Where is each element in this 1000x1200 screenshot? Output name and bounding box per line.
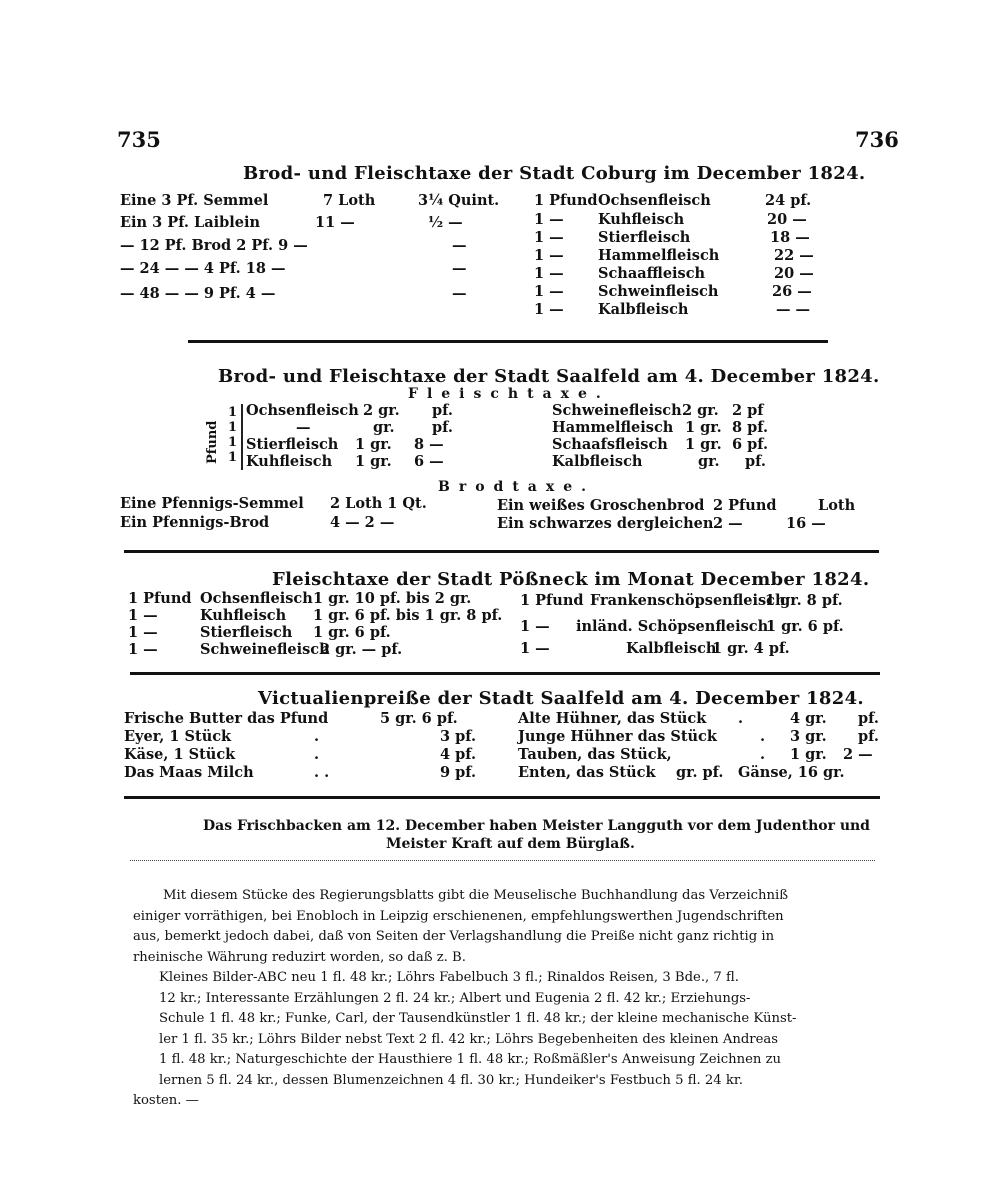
fleisch-pf: 8 pf. [732,419,769,436]
victualien-title: Victualienpreiße der Stadt Saalfeld am 4. December 1824. [258,688,864,709]
poessneck-qty: 1 — [520,618,550,635]
fleisch-gr: 2 gr. [363,402,400,419]
victualien-name: Tauben, das Stück, [518,746,672,763]
pfund-quantities: 1 1 1 1 [228,405,238,465]
saalfeld-fleisch-subtitle: Fleischtaxe. [408,386,610,402]
coburg-fleisch-name: Kuhfleisch [598,211,685,228]
victualien-dots: gr. pf. [676,764,724,781]
poessneck-name: Frankenschöpsenfleisch [590,592,786,609]
coburg-brod-quint: — [452,237,467,254]
bracket-line [241,404,243,470]
poessneck-qty: 1 — [128,641,158,658]
victualien-name: Frische Butter das Pfund [124,710,329,727]
coburg-brod-quint: ½ — [428,214,463,231]
victualien-value-2: pf. [858,710,879,727]
brod-name: Ein schwarzes dergleichen [497,515,714,532]
notice-line: Kleines Bilder-ABC neu 1 fl. 48 kr.; Löhrs Fabelbuch 3 fl.; Rinaldos Reisen, 3 Bde., 7 fl. [159,970,739,985]
poessneck-price: 1 gr. 10 pf. bis 2 gr. [313,590,472,607]
fleisch-gr: 1 gr. [685,419,722,436]
poessneck-price: 1 gr. 4 pf. [712,640,790,657]
fleisch-pf: 6 — [414,453,444,470]
fleisch-name: Stierfleisch [246,436,339,453]
brod-value: 2 Pfund [713,497,777,514]
coburg-fleisch-qty: 1 Pfund [534,192,598,209]
victualien-value-2: pf. [858,728,879,745]
divider [188,340,828,343]
victualien-name: Enten, das Stück [518,764,656,781]
fleisch-name: Schweinefleisch [552,402,682,419]
fleisch-pf: pf. [432,419,453,436]
fleisch-pf: 6 pf. [732,436,769,453]
brod-value: 2 Loth 1 Qt. [330,495,427,512]
fleisch-name: Schaafsfleisch [552,436,668,453]
coburg-fleisch-name: Kalbfleisch [598,301,689,318]
coburg-brod-quint: — [452,260,467,277]
notice-line: aus, bemerkt jedoch dabei, daß von Seiten der Verlagshandlung die Preiße nicht ganz richtig in [133,929,775,944]
coburg-fleisch-qty: 1 — [534,265,564,282]
poessneck-qty: 1 — [128,607,158,624]
poessneck-name: Stierfleisch [200,624,293,641]
bookshop-notice [133,886,873,1112]
victualien-dots: . [760,746,766,763]
poessneck-qty: 1 Pfund [520,592,584,609]
saalfeld-brod-subtitle: Brodtaxe. [438,479,596,495]
victualien-name: Das Maas Milch [124,764,254,781]
frischbacken-line-1: Das Frischbacken am 12. December haben Meister Langguth vor dem Judenthor und [203,818,870,834]
coburg-fleisch-name: Ochsenfleisch [598,192,711,209]
coburg-fleisch-price: 18 — [770,229,810,246]
coburg-fleisch-name: Schweinfleisch [598,283,719,300]
coburg-fleisch-qty: 1 — [534,301,564,318]
poessneck-qty: 1 — [520,640,550,657]
fleisch-pf: pf. [432,402,453,419]
victualien-value: 5 gr. 6 pf. [380,710,458,727]
victualien-dots: . [314,728,320,745]
victualien-value: Gänse, 16 gr. [738,764,845,781]
fleisch-name: Kalbfleisch [552,453,643,470]
divider [130,860,875,861]
coburg-brod-name: — 24 — — 4 Pf. 18 — [120,260,286,277]
fleisch-name: Ochsenfleisch [246,402,359,419]
victualien-value: 3 gr. [790,728,827,745]
notice-line: 1 fl. 48 kr.; Naturgeschichte der Hausthiere 1 fl. 48 kr.; Roßmäßler's Anweisung Zeichnen zu [159,1052,782,1067]
coburg-fleisch-price: 26 — [772,283,812,300]
notice-line: rheinische Währung reduzirt worden, so daß z. B. [133,949,466,965]
saalfeld-title: Brod- und Fleischtaxe der Stadt Saalfeld am 4. December 1824. [218,366,880,387]
notice-line: einiger vorräthigen, bei Enobloch in Leipzig erschienenen, empfehlungswerthen Jugendschriften [133,908,784,924]
coburg-title: Brod- und Fleischtaxe der Stadt Coburg im December 1824. [243,163,866,184]
victualien-dots: . [314,746,320,763]
fleisch-pf: pf. [745,453,766,470]
poessneck-price: 2 gr. — pf. [320,641,403,658]
notice-line: Schule 1 fl. 48 kr.; Funke, Carl, der Tausendkünstler 1 fl. 48 kr.; der kleine mechanische Künst- [159,1011,797,1026]
fleisch-name: Kuhfleisch [246,453,333,470]
brod-value-2: Loth [818,497,856,514]
coburg-fleisch-name: Schaaffleisch [598,265,706,282]
divider [130,672,880,675]
brod-value-2: 16 — [786,515,826,532]
brod-name: Ein Pfennigs-Brod [120,514,270,531]
coburg-brod-name: Eine 3 Pf. Semmel [120,192,269,209]
fleisch-pf: 8 — [414,436,444,453]
fleisch-name: — [296,419,311,436]
poessneck-qty: 1 — [128,624,158,641]
notice-line: 12 kr.; Interessante Erzählungen 2 fl. 24 kr.; Albert und Eugenia 2 fl. 42 kr.; Erziehungs- [159,990,751,1006]
poessneck-qty: 1 Pfund [128,590,192,607]
coburg-fleisch-name: Hammelfleisch [598,247,720,264]
poessneck-name: Kuhfleisch [200,607,287,624]
notice-line: lernen 5 fl. 24 kr., dessen Blumenzeichnen 4 fl. 30 kr.; Hundeiker's Festbuch 5 fl. 24 kr. [159,1072,743,1088]
fleisch-pf: 2 pf [732,402,764,419]
coburg-fleisch-price: 20 — [774,265,814,282]
coburg-brod-loth: 7 Loth [323,192,376,209]
poessneck-name: Ochsenfleisch [200,590,313,607]
poessneck-title: Fleischtaxe der Stadt Pößneck im Monat December 1824. [272,569,870,590]
pfund-rotated-label [205,412,225,470]
victualien-value: 9 pf. [440,764,477,781]
pfund-label: Pfund [205,420,220,464]
victualien-value: 3 pf. [440,728,477,745]
fleisch-gr: 1 gr. [355,436,392,453]
brod-name: Eine Pfennigs-Semmel [120,495,304,512]
poessneck-name: Kalbfleisch [626,640,717,657]
coburg-fleisch-price: 22 — [774,247,814,264]
victualien-name: Eyer, 1 Stück [124,728,232,745]
coburg-brod-name: — 48 — — 9 Pf. 4 — [120,285,276,302]
poessneck-price: 1 gr. 6 pf. bis 1 gr. 8 pf. [313,607,503,624]
victualien-name: Junge Hühner das Stück [518,728,717,745]
poessneck-price: 1 gr. 6 pf. [766,618,844,635]
brod-value: 2 — [713,515,743,532]
coburg-brod-quint: — [452,285,467,302]
brod-name: Ein weißes Groschenbrod [497,497,705,514]
divider [124,550,879,553]
divider [124,796,880,799]
coburg-fleisch-qty: 1 — [534,211,564,228]
fleisch-gr: 2 gr. [682,402,719,419]
coburg-fleisch-qty: 1 — [534,283,564,300]
fleisch-gr: 1 gr. [355,453,392,470]
victualien-value: 4 gr. [790,710,827,727]
coburg-fleisch-qty: 1 — [534,247,564,264]
coburg-fleisch-price: 20 — [767,211,807,228]
victualien-value: 4 pf. [440,746,477,763]
poessneck-price: 1 gr. 6 pf. [313,624,391,641]
victualien-name: Alte Hühner, das Stück [518,710,707,727]
poessneck-price: 1 gr. 8 pf. [765,592,843,609]
fleisch-name: Hammelfleisch [552,419,674,436]
coburg-brod-quint: 3¼ Quint. [418,192,500,209]
coburg-fleisch-price: 24 pf. [765,192,812,209]
coburg-fleisch-name: Stierfleisch [598,229,691,246]
victualien-dots: . [760,728,766,745]
brod-value: 4 — 2 — [330,514,395,531]
fleisch-gr: 1 gr. [685,436,722,453]
frischbacken-line-2: Meister Kraft auf dem Bürglaß. [386,836,635,852]
notice-line: ler 1 fl. 35 kr.; Löhrs Bilder nebst Text 2 fl. 42 kr.; Löhrs Begebenheiten des kleinen Andreas [159,1031,779,1047]
victualien-dots: . [738,710,744,727]
coburg-brod-loth: 11 — [315,214,355,231]
victualien-dots: . . [314,764,330,781]
poessneck-name: inländ. Schöpsenfleisch [576,618,769,635]
victualien-value: 1 gr. [790,746,827,763]
coburg-fleisch-qty: 1 — [534,229,564,246]
fleisch-gr: gr. [373,419,395,436]
victualien-name: Käse, 1 Stück [124,746,236,763]
coburg-brod-name: — 12 Pf. Brod 2 Pf. 9 — [120,237,308,254]
victualien-value-2: 2 — [843,746,873,763]
notice-line: kosten. — [133,1093,199,1108]
fleisch-gr: gr. [698,453,720,470]
coburg-fleisch-price: — — [776,301,811,318]
coburg-brod-name: Ein 3 Pf. Laiblein [120,214,261,231]
page-number-left: 735 [117,127,161,152]
poessneck-name: Schweinefleisch [200,641,330,658]
page-number-right: 736 [855,127,899,152]
notice-line: Mit diesem Stücke des Regierungsblatts gibt die Meuselische Buchhandlung das Verzeichniß [163,888,789,903]
